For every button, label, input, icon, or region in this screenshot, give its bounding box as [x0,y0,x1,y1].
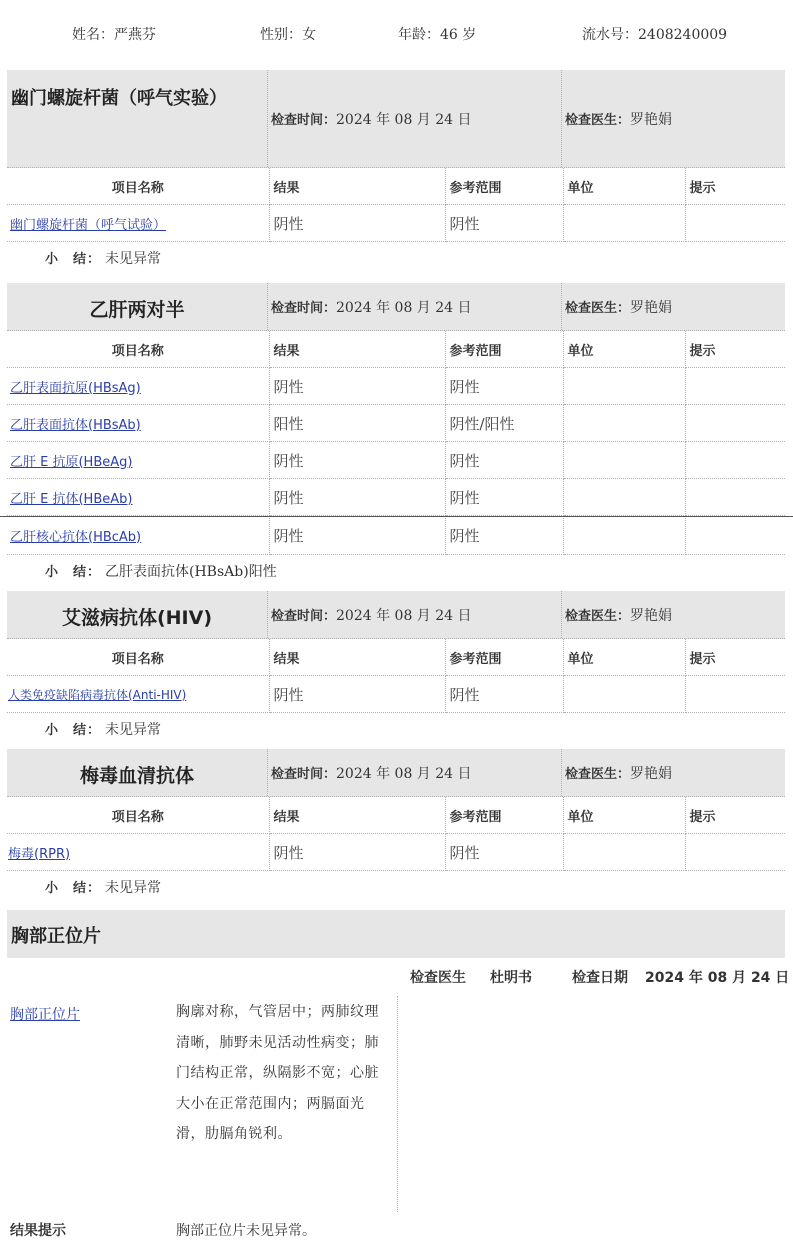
item-range: 阴性 [445,676,563,713]
section-summary: 小 结： 未见异常 [45,251,162,267]
item-link[interactable]: 乙肝表面抗体(HBsAb) [10,417,141,433]
col-unit: 单位 [563,639,685,676]
table-row [7,834,785,871]
exam-time: 检查时间：2024 年 08 月 24 日 [271,300,472,316]
xray-divider [397,996,398,1212]
col-item-name: 项目名称 [7,168,269,205]
xray-item-link[interactable]: 胸部正位片 [10,1007,80,1023]
col-hint: 提示 [685,639,785,676]
item-hint [685,479,785,516]
section-syphilis [7,749,785,905]
item-result: 阴性 [269,479,445,516]
item-result: 阴性 [269,676,445,713]
item-range: 阴性 [445,479,563,516]
item-unit [563,442,685,479]
item-unit [563,516,685,555]
patient-name: 姓名：严燕芬 [72,27,156,43]
results-table [7,639,785,713]
table-header-row [7,331,785,368]
exam-time: 检查时间：2024 年 08 月 24 日 [271,112,472,128]
item-hint [685,205,785,242]
section-hiv [7,591,785,747]
exam-time: 检查时间：2024 年 08 月 24 日 [271,766,472,782]
item-link[interactable]: 梅毒(RPR) [8,846,71,862]
table-row [7,676,785,713]
table-row [7,442,785,479]
item-range: 阴性 [445,516,563,555]
results-table [7,331,785,555]
section-header [7,591,785,639]
xray-result-label: 结果提示 [10,1223,66,1239]
col-hint: 提示 [685,331,785,368]
section-h-pylori [7,70,785,276]
section-hepatitis-b [7,283,785,589]
patient-gender: 性别：女 [260,27,316,43]
item-result: 阴性 [269,368,445,405]
patient-age: 年龄：46 岁 [398,27,477,43]
item-result: 阴性 [269,205,445,242]
table-header-row [7,639,785,676]
section-summary: 小 结： 未见异常 [45,880,162,896]
exam-doctor: 检查医生：罗艳娟 [565,608,673,624]
section-title: 乙肝两对半 [89,299,185,321]
col-hint: 提示 [685,168,785,205]
table-row [7,205,785,242]
table-header-row [7,168,785,205]
exam-doctor: 检查医生：罗艳娟 [565,300,673,316]
exam-doctor: 检查医生：罗艳娟 [565,112,673,128]
item-link[interactable]: 人类免疫缺陷病毒抗体(Anti-HIV) [8,688,187,702]
item-range: 阴性/阳性 [445,405,563,442]
item-unit [563,205,685,242]
results-table [7,168,785,242]
col-range: 参考范围 [445,168,563,205]
col-item-name: 项目名称 [7,797,269,834]
item-result: 阴性 [269,516,445,555]
col-range: 参考范围 [445,797,563,834]
item-range: 阴性 [445,834,563,871]
results-table [7,797,785,871]
item-range: 阴性 [445,368,563,405]
item-link[interactable]: 乙肝核心抗体(HBcAb) [10,529,142,545]
item-result: 阳性 [269,405,445,442]
item-link[interactable]: 乙肝表面抗原(HBsAg) [10,380,141,396]
table-row [7,479,785,516]
item-unit [563,479,685,516]
xray-date-label: 检查日期 [572,970,628,986]
item-unit [563,834,685,871]
col-unit: 单位 [563,168,685,205]
table-row [7,405,785,442]
col-result: 结果 [269,639,445,676]
item-unit [563,368,685,405]
col-result: 结果 [269,331,445,368]
col-item-name: 项目名称 [7,331,269,368]
item-hint [685,516,785,555]
exam-doctor: 检查医生：罗艳娟 [565,766,673,782]
col-unit: 单位 [563,797,685,834]
xray-doctor: 杜明书 [490,970,532,986]
item-hint [685,834,785,871]
item-link[interactable]: 幽门螺旋杆菌（呼气试验） [10,217,167,233]
item-hint [685,442,785,479]
section-summary: 小 结： 未见异常 [45,722,162,738]
item-result: 阴性 [269,834,445,871]
item-unit [563,676,685,713]
section-header [7,70,785,168]
item-hint [685,368,785,405]
xray-description: 胸廓对称，气管居中；两肺纹理清晰，肺野未见活动性病变；肺门结构正常，纵隔影不宽；心脏大小在正常范围内；两膈面光滑，肋膈角锐利。 [176,1004,379,1142]
item-hint [685,405,785,442]
col-unit: 单位 [563,331,685,368]
table-row [7,516,785,555]
item-link[interactable]: 乙肝 E 抗体(HBeAb) [10,491,133,507]
section-title: 幽门螺旋杆菌（呼气实验） [11,88,227,109]
section-header [7,749,785,797]
col-result: 结果 [269,168,445,205]
item-hint [685,676,785,713]
section-chest-xray-header [7,910,785,958]
table-header-row [7,797,785,834]
item-unit [563,405,685,442]
col-hint: 提示 [685,797,785,834]
section-header [7,283,785,331]
col-result: 结果 [269,797,445,834]
item-range: 阴性 [445,205,563,242]
xray-result: 胸部正位片未见异常。 [176,1223,316,1239]
section-summary: 小 结： 乙肝表面抗体(HBsAb)阳性 [45,564,277,580]
col-item-name: 项目名称 [7,639,269,676]
section-title: 艾滋病抗体(HIV) [61,607,213,629]
exam-time: 检查时间：2024 年 08 月 24 日 [271,608,472,624]
item-result: 阴性 [269,442,445,479]
table-row [7,368,785,405]
col-range: 参考范围 [445,639,563,676]
item-range: 阴性 [445,442,563,479]
xray-date: 2024 年 08 月 24 日 [645,970,790,986]
section-title: 梅毒血清抗体 [79,765,194,787]
page-break-line [0,516,793,517]
col-range: 参考范围 [445,331,563,368]
xray-doctor-label: 检查医生 [410,970,466,986]
patient-serial-number: 流水号：2408240009 [582,27,728,43]
section-title: 胸部正位片 [11,926,101,947]
item-link[interactable]: 乙肝 E 抗原(HBeAg) [10,454,133,470]
